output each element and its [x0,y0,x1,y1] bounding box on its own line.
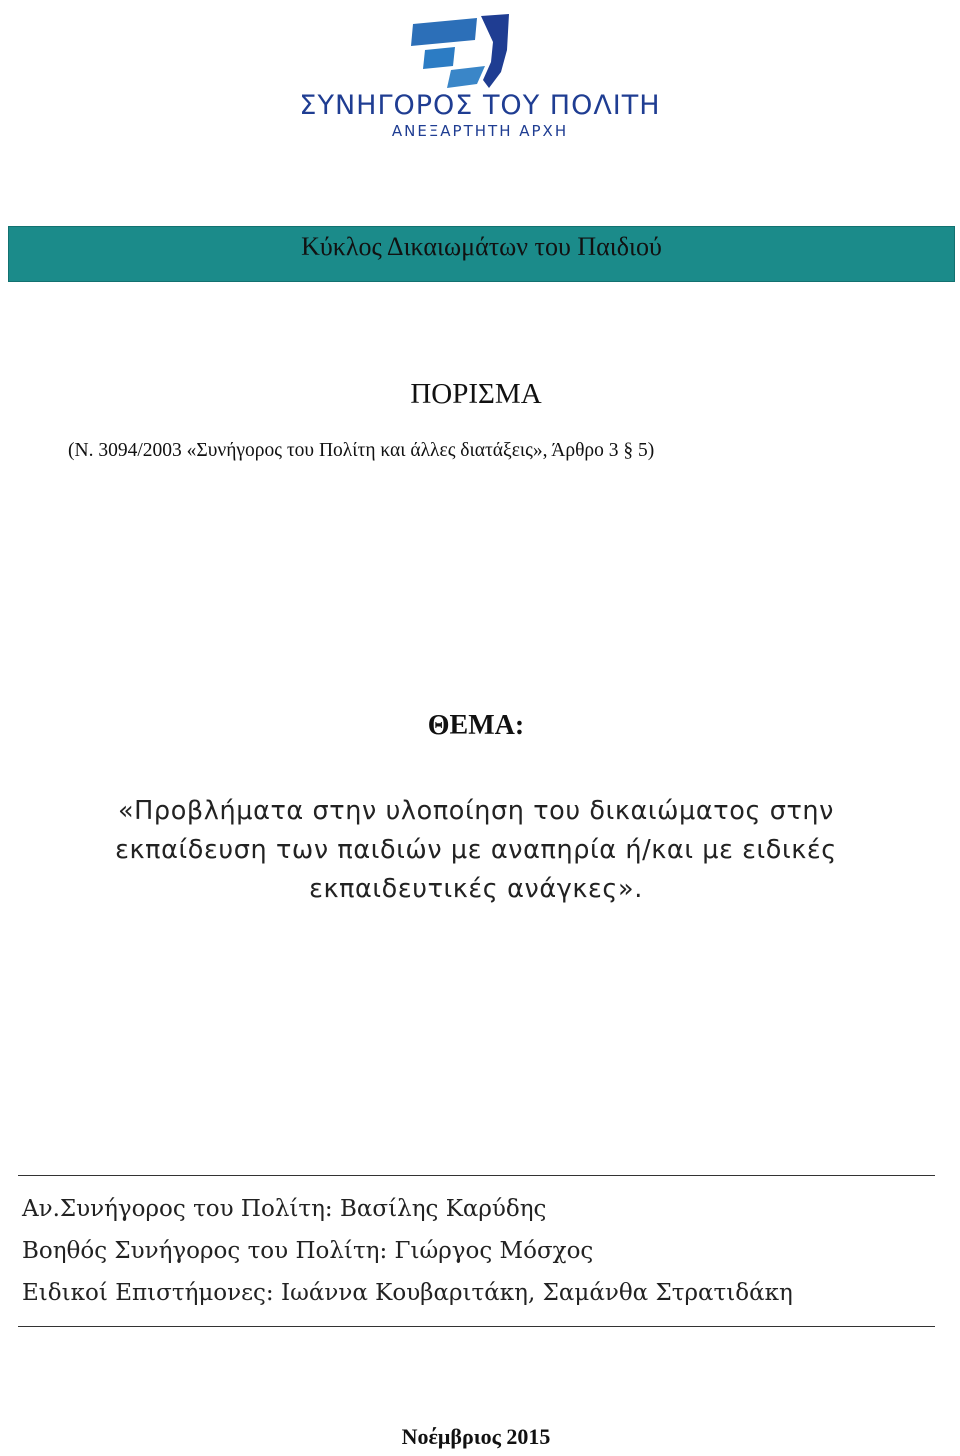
credit-line: Βοηθός Συνήγορος του Πολίτη: Γιώργος Μόσχος [22,1238,594,1264]
subject-text [0,792,952,909]
ombudsman-logo [290,10,670,140]
credit-line: Ειδικοί Επιστήμονες: Ιωάννα Κουβαριτάκη, Σαμάνθα Στρατιδάκη [22,1280,793,1306]
logo-subtitle: ΑΝΕΞΑΡΤΗΤΗ ΑΡΧΗ [391,122,569,140]
bottom-divider [18,1326,935,1327]
document-date: Νοέμβριος 2015 [401,1424,551,1449]
logo-name: ΣΥΝΗΓΟΡΟΣ ΤΟΥ ΠΟΛΙΤΗ [299,90,661,121]
subject-label: ΘΕΜΑ: [427,710,525,741]
subject-line: «Προβλήματα στην υλοποίηση του δικαιώματος στην [117,796,835,826]
credit-line: Αν.Συνήγορος του Πολίτη: Βασίλης Καρύδης [22,1196,547,1222]
credits-block [22,1188,793,1314]
subject-line: εκπαίδευση των παιδιών με αναπηρία ή/και με ειδικές [115,835,837,865]
ombudsman-logo-mark-icon [385,10,575,94]
subject-line: εκπαιδευτικές ανάγκες». [309,874,643,904]
top-divider [18,1175,935,1176]
banner-title: Κύκλος Δικαιωμάτων του Παιδιού [301,232,662,261]
law-reference: (Ν. 3094/2003 «Συνήγορος του Πολίτη και άλλες διατάξεις», Άρθρο 3 § 5) [68,440,655,461]
document-type: ΠΟΡΙΣΜΑ [410,378,542,410]
